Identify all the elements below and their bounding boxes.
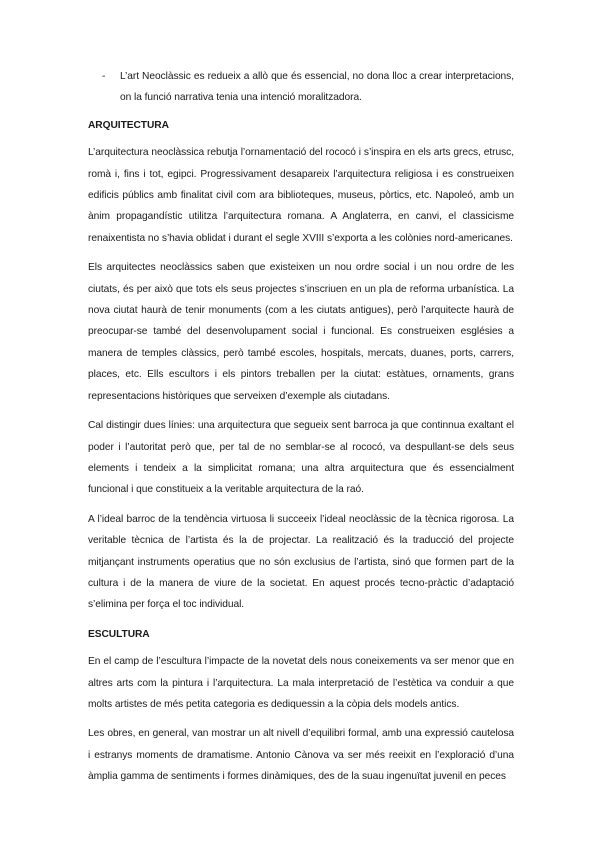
paragraph: Cal distingir dues línies: una arquitectura que segueix sent barroca ja que continnua exaltant el poder i l’autoritat però que, per tal de no semblar-se al rococó, va despullant-se dels seus elements i tendeix a la simplicitat romana; una altra arquitectura que és essencialment funcional i que constitueix a la veritable arquitectura de la raó.	[88, 420, 514, 496]
bullet-text: L’art Neoclàssic es redueix a allò que és essencial, no dona lloc a crear interpretacions, on la funció narrativa tenia una intenció moralitzadora.	[120, 71, 514, 104]
bullet-item	[88, 66, 514, 109]
paragraph: En el camp de l’escultura l’impacte de la novetat dels nous coneixements va ser menor que en altres arts com la pintura i l’arquitectura. La mala interpretació de l’estètica va conduir a que molts artistes de més petita categoria es dediquessin a la còpia dels models antics.	[88, 656, 514, 710]
paragraph: Els arquitectes neoclàssics saben que existeixen un nou ordre social i un nou ordre de les ciutats, és per això que tots els seus projectes s’inscriuen en un pla de reforma urbanística. La nova ciutat haurà de tenir monuments (com a les ciutats antigues), però l’arquitecte haurà de preocupar-se també del desenvolupament social i funcional. Es construeixen esglésies a manera de temples clàssics, però també escoles, hospitals, mercats, duanes, ports, carrers, places, etc. Ells escultors i els pintors treballen per la ciutat: estàtues, ornaments, grans representacions històriques que serveixen d’exemple als ciutadans.	[88, 262, 514, 402]
paragraph: Les obres, en general, van mostrar un alt nivell d’equilibri formal, amb una expressió cautelosa i estranys moments de dramatisme. Antonio Cànova va ser més reeixit en l’exploració d’una àmplia gamma de sentiments i formes dinàmiques, des de la suau ingenuïtat juvenil en peces	[88, 728, 514, 783]
section-heading-escultura: ESCULTURA	[88, 628, 150, 640]
document-page	[88, 66, 514, 796]
paragraph: L’arquitectura neoclàssica rebutja l’ornamentació del rococó i s’inspira en els arts grecs, etrusc, romà i, fins i tot, egipci. Progressivament desapareix l’arquitectura religiosa i es construeixen edificis públics amb finalitat civil com ara biblioteques, museus, pòrtics, etc. Napoleó, amb un ànim propagandístic utilitza l’arquitectura romana. A Anglaterra, en canvi, el classicisme renaixentista no s’havia oblidat i durant el segle XVIII s’exporta a les colònies nord-americanes.	[88, 147, 514, 244]
bullet-marker: -	[102, 71, 106, 82]
section-heading-arquitectura: ARQUITECTURA	[88, 119, 169, 131]
paragraph: A l’ideal barroc de la tendència virtuosa li succeeix l’ideal neoclàssic de la tècnica rigorosa. La veritable tècnica de l’artista és la de projectar. La realització és la traducció del projecte mitjançant instruments operatius que no són exclusius de l’artista, sinó que formen part de la cultura i de la manera de viure de la societat. En aquest procés tecno-pràctic d’adaptació s’elimina per força el toc individual.	[88, 513, 514, 611]
